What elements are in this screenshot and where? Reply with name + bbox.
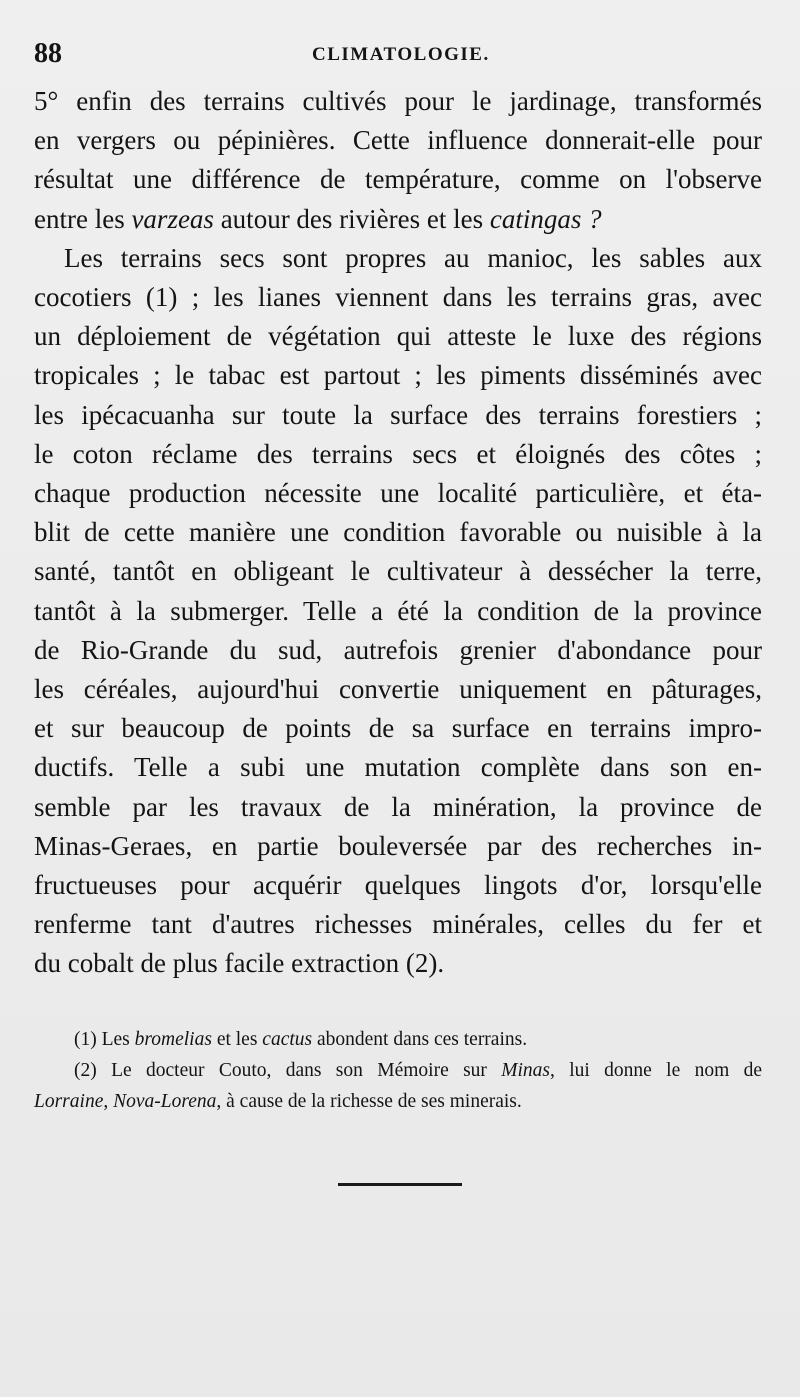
running-title: CLIMATOLOGIE. <box>312 44 490 65</box>
italic-term: Minas <box>501 1060 550 1081</box>
text-line: de Rio-Grande du sud, autrefois grenier d'abondance pour <box>34 634 762 665</box>
text-fragment: entre les <box>34 203 132 234</box>
text-fragment: (1) Les <box>74 1029 135 1050</box>
text-fragment: , à cause de la richesse de ses minerais. <box>216 1091 522 1112</box>
footnote-line <box>34 1055 762 1086</box>
italic-term: catingas ? <box>489 203 602 234</box>
text-line: 5° enfin des terrains cultivés pour le jardinage, transformés <box>34 86 762 116</box>
text-line: tantôt à la submerger. Telle a été la condition de la province <box>34 595 762 626</box>
italic-term: cactus <box>262 1029 313 1050</box>
text-line: fructueuses pour acquérir quelques lingots d'or, lorsqu'elle <box>34 870 762 901</box>
page-header <box>34 38 766 74</box>
text-line: semble par les travaux de la minération, la province de <box>34 791 762 822</box>
text-line: en vergers ou pépinières. Cette influence donnerait-elle pour <box>34 125 762 156</box>
text-line: le coton réclame des terrains secs et éloignés des côtes ; <box>34 438 762 469</box>
text-line: santé, tantôt en obligeant le cultivateur à dessécher la terre, <box>34 556 762 587</box>
italic-term: varzeas <box>131 203 214 234</box>
text-line: les céréales, aujourd'hui convertie uniquement en pâturages, <box>34 674 762 705</box>
text-line: chaque production nécessite une localité particulière, et éta- <box>34 478 762 509</box>
text-fragment: autour des rivières et les <box>213 203 490 234</box>
paragraph-1 <box>34 82 762 239</box>
text-fragment: abondent dans ces terrains. <box>312 1029 528 1050</box>
text-line: les ipécacuanha sur toute la surface des terrains forestiers ; <box>34 399 762 430</box>
footnote-line <box>74 1024 762 1055</box>
text-line: et sur beaucoup de points de sa surface en terrains impro- <box>34 713 762 744</box>
italic-term: Lorraine <box>34 1091 104 1112</box>
paragraph-2 <box>34 239 762 984</box>
end-rule <box>338 1183 462 1186</box>
italic-term: Nova-Lorena <box>113 1091 217 1112</box>
text-fragment: , <box>103 1091 114 1112</box>
italic-term: bromelias <box>134 1029 212 1050</box>
footnote-2 <box>34 1055 762 1117</box>
footnote-1 <box>34 1024 762 1055</box>
footnotes <box>34 1024 762 1117</box>
text-line: cocotiers (1) ; les lianes viennent dans les terrains gras, avec <box>34 282 762 313</box>
text-line: Les terrains secs sont propres au manioc, les sables aux <box>64 242 762 273</box>
text-line: ductifs. Telle a subi une mutation complète dans son en- <box>34 752 762 783</box>
body-text <box>34 82 762 984</box>
text-line: renferme tant d'autres richesses minérales, celles du fer et <box>34 909 762 940</box>
text-line <box>34 200 762 239</box>
footnote-line <box>34 1086 762 1117</box>
text-line: résultat une différence de température, comme on l'observe <box>34 164 762 195</box>
text-fragment: (2) Le docteur Couto, dans son Mémoire sur <box>74 1060 502 1081</box>
text-line: blit de cette manière une condition favorable ou nuisible à la <box>34 517 762 548</box>
text-line: tropicales ; le tabac est partout ; les piments disséminés avec <box>34 360 762 391</box>
page-number: 88 <box>34 38 62 69</box>
text-line: du cobalt de plus facile extraction (2). <box>34 948 445 979</box>
text-fragment: et les <box>211 1029 263 1050</box>
text-fragment: , lui donne le nom de <box>550 1060 762 1081</box>
text-line: Minas-Geraes, en partie bouleversée par des recherches in- <box>34 830 762 861</box>
text-line: un déploiement de végétation qui atteste le luxe des régions <box>34 321 762 352</box>
